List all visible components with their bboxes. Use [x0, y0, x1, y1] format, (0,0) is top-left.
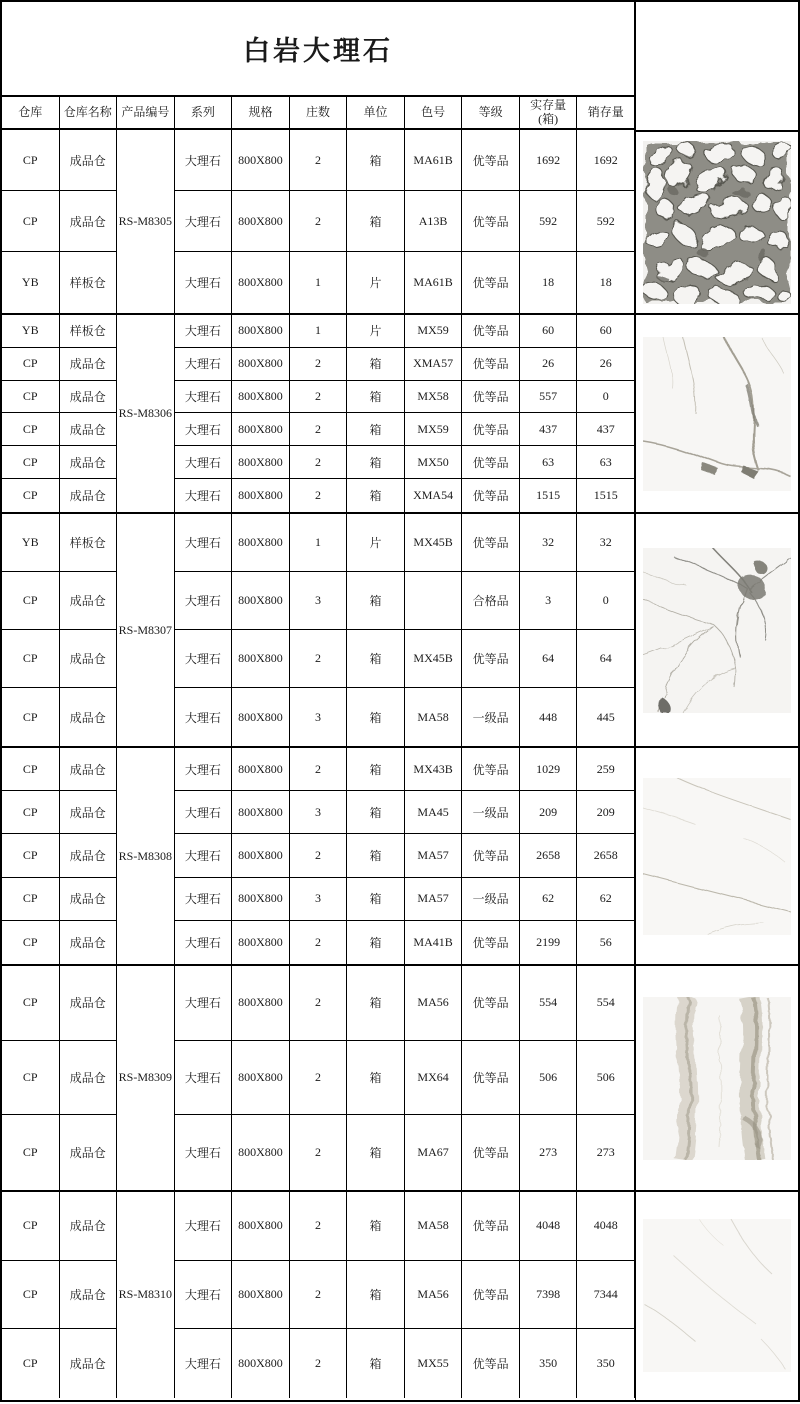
- cell-sales-qty: 506: [577, 1041, 635, 1116]
- cell-sales-qty: 62: [577, 878, 635, 921]
- cell-warehouse: CP: [2, 479, 60, 512]
- cell-stock-qty: 62: [520, 878, 578, 921]
- cell-grade: 一级品: [462, 791, 520, 834]
- cell-series: 大理石: [175, 791, 233, 834]
- cell-warehouse: CP: [2, 630, 60, 688]
- cell-product-code: RS-M8307: [117, 514, 175, 746]
- cell-spec: 800X800: [232, 966, 290, 1041]
- cell-warehouse-name: 成品仓: [60, 1192, 118, 1261]
- cell-pack-count: 2: [290, 446, 348, 479]
- cell-pack-count: 2: [290, 1041, 348, 1116]
- cell-product-code: RS-M8305: [117, 130, 175, 313]
- cell-spec: 800X800: [232, 791, 290, 834]
- cell-series: 大理石: [175, 1261, 233, 1330]
- cell-series: 大理石: [175, 966, 233, 1041]
- column-header-3: [175, 97, 233, 128]
- cell-sales-qty: 63: [577, 446, 635, 479]
- cell-spec: 800X800: [232, 479, 290, 512]
- cell-pack-count: 2: [290, 630, 348, 688]
- cell-sales-qty: 350: [577, 1329, 635, 1398]
- cell-product-code: RS-M8309: [117, 966, 175, 1190]
- cell-grade: 优等品: [462, 748, 520, 791]
- cell-unit: 片: [347, 315, 405, 348]
- cell-pack-count: 2: [290, 834, 348, 877]
- cell-grade: 优等品: [462, 921, 520, 964]
- cell-sales-qty: 592: [577, 191, 635, 252]
- cell-grade: 优等品: [462, 514, 520, 572]
- marble-texture-sparse-veins-icon: [643, 337, 791, 491]
- cell-series: 大理石: [175, 1192, 233, 1261]
- cell-warehouse: CP: [2, 130, 60, 191]
- cell-sales-qty: 18: [577, 252, 635, 313]
- cell-sales-qty: 554: [577, 966, 635, 1041]
- cell-color-no: MA45: [405, 791, 463, 834]
- cell-pack-count: 1: [290, 252, 348, 313]
- cell-unit: 箱: [347, 130, 405, 191]
- cell-series: 大理石: [175, 446, 233, 479]
- cell-stock-qty: 506: [520, 1041, 578, 1116]
- cell-stock-qty: 63: [520, 446, 578, 479]
- cell-stock-qty: 3: [520, 572, 578, 630]
- cell-warehouse: CP: [2, 748, 60, 791]
- cell-color-no: MA58: [405, 688, 463, 746]
- cell-color-no: MX45B: [405, 630, 463, 688]
- cell-unit: 片: [347, 514, 405, 572]
- cell-color-no: MX43B: [405, 748, 463, 791]
- cell-stock-qty: 592: [520, 191, 578, 252]
- cell-unit: 片: [347, 252, 405, 313]
- cell-color-no: MX55: [405, 1329, 463, 1398]
- cell-stock-qty: 60: [520, 315, 578, 348]
- cell-stock-qty: 437: [520, 413, 578, 446]
- cell-unit: 箱: [347, 572, 405, 630]
- column-header-2: [117, 97, 175, 128]
- cell-color-no: MA56: [405, 1261, 463, 1330]
- cell-warehouse: CP: [2, 572, 60, 630]
- cell-grade: 优等品: [462, 315, 520, 348]
- cell-unit: 箱: [347, 921, 405, 964]
- cell-color-no: MA61B: [405, 130, 463, 191]
- cell-warehouse-name: 成品仓: [60, 1329, 118, 1398]
- product-group-RS-M8308: [2, 746, 635, 964]
- cell-warehouse-name: 成品仓: [60, 878, 118, 921]
- cell-warehouse-name: 成品仓: [60, 348, 118, 381]
- cell-product-code: RS-M8308: [117, 748, 175, 964]
- cell-warehouse: CP: [2, 1329, 60, 1398]
- product-group-RS-M8310: [2, 1190, 635, 1398]
- cell-sales-qty: 1515: [577, 479, 635, 512]
- cell-pack-count: 3: [290, 791, 348, 834]
- cell-color-no: MA67: [405, 1115, 463, 1190]
- cell-warehouse-name: 成品仓: [60, 572, 118, 630]
- cell-color-no: MX45B: [405, 514, 463, 572]
- cell-sales-qty: 64: [577, 630, 635, 688]
- cell-sales-qty: 56: [577, 921, 635, 964]
- cell-unit: 箱: [347, 348, 405, 381]
- cell-unit: 箱: [347, 191, 405, 252]
- cell-color-no: XMA57: [405, 348, 463, 381]
- cell-sales-qty: 445: [577, 688, 635, 746]
- cell-pack-count: 2: [290, 1115, 348, 1190]
- cell-warehouse-name: 成品仓: [60, 479, 118, 512]
- column-header-label: 色号: [421, 104, 446, 119]
- cell-series: 大理石: [175, 748, 233, 791]
- cell-sales-qty: 7344: [577, 1261, 635, 1330]
- column-header-4: [232, 97, 290, 128]
- cell-series: 大理石: [175, 191, 233, 252]
- marble-image-RS-M8310: [636, 1190, 798, 1398]
- cell-warehouse: CP: [2, 1041, 60, 1116]
- cell-warehouse: CP: [2, 1192, 60, 1261]
- cell-spec: 800X800: [232, 252, 290, 313]
- column-header-0: [2, 97, 60, 128]
- cell-warehouse: CP: [2, 1115, 60, 1190]
- cell-warehouse-name: 成品仓: [60, 921, 118, 964]
- cell-spec: 800X800: [232, 446, 290, 479]
- cell-series: 大理石: [175, 514, 233, 572]
- marble-image-RS-M8305: [636, 130, 798, 313]
- cell-warehouse: CP: [2, 1261, 60, 1330]
- cell-grade: 优等品: [462, 1115, 520, 1190]
- cell-grade: 优等品: [462, 191, 520, 252]
- cell-sales-qty: 273: [577, 1115, 635, 1190]
- cell-color-no: MX59: [405, 315, 463, 348]
- cell-series: 大理石: [175, 1041, 233, 1116]
- cell-pack-count: 2: [290, 130, 348, 191]
- header-row: [2, 97, 635, 130]
- marble-image-RS-M8306: [636, 313, 798, 512]
- cell-grade: 优等品: [462, 1041, 520, 1116]
- column-header-5: [290, 97, 348, 128]
- cell-color-no: A13B: [405, 191, 463, 252]
- cell-spec: 800X800: [232, 834, 290, 877]
- cell-stock-qty: 350: [520, 1329, 578, 1398]
- marble-texture-subtle-wisps-icon: [643, 1219, 791, 1372]
- cell-stock-qty: 1515: [520, 479, 578, 512]
- cell-spec: 800X800: [232, 748, 290, 791]
- cell-unit: 箱: [347, 630, 405, 688]
- cell-spec: 800X800: [232, 1329, 290, 1398]
- cell-pack-count: 2: [290, 381, 348, 414]
- cell-warehouse-name: 成品仓: [60, 688, 118, 746]
- cell-warehouse-name: 成品仓: [60, 748, 118, 791]
- column-header-label: 销存量: [587, 104, 624, 119]
- cell-sales-qty: 2658: [577, 834, 635, 877]
- cell-series: 大理石: [175, 315, 233, 348]
- cell-color-no: MA41B: [405, 921, 463, 964]
- cell-color-no: MA58: [405, 1192, 463, 1261]
- cell-pack-count: 3: [290, 572, 348, 630]
- cell-color-no: MA57: [405, 834, 463, 877]
- column-header-9: [520, 97, 578, 128]
- cell-grade: 合格品: [462, 572, 520, 630]
- cell-series: 大理石: [175, 878, 233, 921]
- cell-warehouse-name: 成品仓: [60, 446, 118, 479]
- cell-warehouse: YB: [2, 315, 60, 348]
- marble-texture-vertical-flow-icon: [643, 997, 791, 1160]
- cell-pack-count: 2: [290, 921, 348, 964]
- column-header-8: [462, 97, 520, 128]
- cell-spec: 800X800: [232, 191, 290, 252]
- cell-unit: 箱: [347, 748, 405, 791]
- cell-warehouse-name: 成品仓: [60, 1115, 118, 1190]
- cell-unit: 箱: [347, 966, 405, 1041]
- cell-warehouse-name: 样板仓: [60, 315, 118, 348]
- cell-pack-count: 2: [290, 1261, 348, 1330]
- cell-series: 大理石: [175, 348, 233, 381]
- image-column-empty-cell: [636, 2, 798, 130]
- cell-color-no: MX50: [405, 446, 463, 479]
- cell-series: 大理石: [175, 479, 233, 512]
- cell-product-code: RS-M8306: [117, 315, 175, 512]
- cell-series: 大理石: [175, 413, 233, 446]
- cell-unit: 箱: [347, 791, 405, 834]
- cell-warehouse: CP: [2, 966, 60, 1041]
- cell-series: 大理石: [175, 1329, 233, 1398]
- cell-series: 大理石: [175, 252, 233, 313]
- cell-pack-count: 2: [290, 966, 348, 1041]
- cell-spec: 800X800: [232, 130, 290, 191]
- column-header-label: 规格: [248, 104, 273, 119]
- cell-unit: 箱: [347, 878, 405, 921]
- cell-warehouse: YB: [2, 252, 60, 313]
- cell-spec: 800X800: [232, 1041, 290, 1116]
- cell-warehouse: CP: [2, 191, 60, 252]
- cell-spec: 800X800: [232, 315, 290, 348]
- marble-image-RS-M8308: [636, 746, 798, 964]
- cell-warehouse: CP: [2, 348, 60, 381]
- cell-pack-count: 2: [290, 348, 348, 381]
- cell-grade: 优等品: [462, 630, 520, 688]
- marble-image-RS-M8307: [636, 512, 798, 746]
- cell-color-no: [405, 572, 463, 630]
- cell-warehouse: CP: [2, 688, 60, 746]
- cell-warehouse: CP: [2, 446, 60, 479]
- cell-warehouse: YB: [2, 514, 60, 572]
- cell-stock-qty: 554: [520, 966, 578, 1041]
- cell-warehouse-name: 成品仓: [60, 791, 118, 834]
- cell-pack-count: 3: [290, 878, 348, 921]
- cell-warehouse-name: 样板仓: [60, 514, 118, 572]
- cell-sales-qty: 0: [577, 572, 635, 630]
- cell-pack-count: 2: [290, 1329, 348, 1398]
- cell-warehouse: CP: [2, 921, 60, 964]
- cell-warehouse-name: 样板仓: [60, 252, 118, 313]
- groups-container: [2, 130, 635, 1400]
- cell-sales-qty: 60: [577, 315, 635, 348]
- cell-color-no: MX59: [405, 413, 463, 446]
- cell-sales-qty: 259: [577, 748, 635, 791]
- cell-unit: 箱: [347, 1192, 405, 1261]
- product-group-RS-M8305: [2, 130, 635, 313]
- cell-grade: 优等品: [462, 348, 520, 381]
- cell-unit: 箱: [347, 381, 405, 414]
- cell-warehouse: CP: [2, 381, 60, 414]
- cell-pack-count: 2: [290, 479, 348, 512]
- cell-grade: 优等品: [462, 252, 520, 313]
- cell-stock-qty: 2658: [520, 834, 578, 877]
- cell-pack-count: 1: [290, 514, 348, 572]
- cell-unit: 箱: [347, 1041, 405, 1116]
- data-table: [2, 2, 635, 1400]
- cell-warehouse-name: 成品仓: [60, 191, 118, 252]
- cell-color-no: MA56: [405, 966, 463, 1041]
- cell-sales-qty: 0: [577, 381, 635, 414]
- cell-pack-count: 2: [290, 748, 348, 791]
- cell-grade: 优等品: [462, 446, 520, 479]
- cell-spec: 800X800: [232, 921, 290, 964]
- column-header-label: 庄数: [305, 104, 330, 119]
- cell-spec: 800X800: [232, 878, 290, 921]
- cell-unit: 箱: [347, 688, 405, 746]
- cell-stock-qty: 7398: [520, 1261, 578, 1330]
- cell-sales-qty: 32: [577, 514, 635, 572]
- cell-series: 大理石: [175, 572, 233, 630]
- cell-stock-qty: 2199: [520, 921, 578, 964]
- cell-unit: 箱: [347, 479, 405, 512]
- cell-warehouse: CP: [2, 413, 60, 446]
- column-header-10: [577, 97, 635, 128]
- cell-stock-qty: 448: [520, 688, 578, 746]
- cell-sales-qty: 1692: [577, 130, 635, 191]
- cell-spec: 800X800: [232, 1115, 290, 1190]
- cell-stock-qty: 26: [520, 348, 578, 381]
- cell-grade: 一级品: [462, 688, 520, 746]
- cell-stock-qty: 557: [520, 381, 578, 414]
- cell-series: 大理石: [175, 630, 233, 688]
- product-group-RS-M8306: [2, 313, 635, 512]
- cell-series: 大理石: [175, 130, 233, 191]
- cell-grade: 优等品: [462, 1261, 520, 1330]
- column-header-label: 实存量: [530, 98, 567, 113]
- product-group-RS-M8309: [2, 964, 635, 1190]
- cell-pack-count: 3: [290, 688, 348, 746]
- page-title: 白岩大理石: [2, 2, 635, 97]
- cell-color-no: MX58: [405, 381, 463, 414]
- column-header-7: [405, 97, 463, 128]
- cell-sales-qty: 209: [577, 791, 635, 834]
- cell-sales-qty: 4048: [577, 1192, 635, 1261]
- cell-warehouse-name: 成品仓: [60, 630, 118, 688]
- column-header-label: 等级: [478, 104, 503, 119]
- cell-warehouse: CP: [2, 791, 60, 834]
- cell-grade: 优等品: [462, 834, 520, 877]
- cell-pack-count: 1: [290, 315, 348, 348]
- cell-stock-qty: 273: [520, 1115, 578, 1190]
- cell-grade: 优等品: [462, 1329, 520, 1398]
- cell-color-no: MA57: [405, 878, 463, 921]
- cell-series: 大理石: [175, 1115, 233, 1190]
- column-header-label: 系列: [190, 104, 215, 119]
- cell-stock-qty: 4048: [520, 1192, 578, 1261]
- cell-warehouse-name: 成品仓: [60, 413, 118, 446]
- cell-spec: 800X800: [232, 413, 290, 446]
- marble-image-RS-M8309: [636, 964, 798, 1190]
- marble-texture-spider-cluster-icon: [643, 548, 791, 713]
- cell-warehouse-name: 成品仓: [60, 130, 118, 191]
- cell-spec: 800X800: [232, 514, 290, 572]
- cell-unit: 箱: [347, 446, 405, 479]
- cell-product-code: RS-M8310: [117, 1192, 175, 1398]
- cell-warehouse-name: 成品仓: [60, 1261, 118, 1330]
- column-header-6: [347, 97, 405, 128]
- cell-grade: 优等品: [462, 130, 520, 191]
- cell-series: 大理石: [175, 381, 233, 414]
- cell-warehouse: CP: [2, 878, 60, 921]
- cell-spec: 800X800: [232, 688, 290, 746]
- column-header-label: 单位: [363, 104, 388, 119]
- cell-grade: 优等品: [462, 966, 520, 1041]
- cell-spec: 800X800: [232, 630, 290, 688]
- cell-spec: 800X800: [232, 381, 290, 414]
- cell-spec: 800X800: [232, 572, 290, 630]
- cell-series: 大理石: [175, 834, 233, 877]
- cell-series: 大理石: [175, 688, 233, 746]
- cell-unit: 箱: [347, 1115, 405, 1190]
- column-header-label: 产品编号: [121, 104, 170, 119]
- marble-texture-arabescato-icon: [643, 141, 791, 304]
- cell-grade: 优等品: [462, 381, 520, 414]
- cell-stock-qty: 64: [520, 630, 578, 688]
- cell-color-no: XMA54: [405, 479, 463, 512]
- cell-unit: 箱: [347, 834, 405, 877]
- cell-spec: 800X800: [232, 1192, 290, 1261]
- column-header-1: [60, 97, 118, 128]
- cell-spec: 800X800: [232, 1261, 290, 1330]
- cell-warehouse-name: 成品仓: [60, 966, 118, 1041]
- cell-stock-qty: 209: [520, 791, 578, 834]
- cell-stock-qty: 1692: [520, 130, 578, 191]
- cell-grade: 优等品: [462, 479, 520, 512]
- cell-sales-qty: 26: [577, 348, 635, 381]
- column-header-label-line2: (箱): [538, 111, 559, 126]
- cell-series: 大理石: [175, 921, 233, 964]
- cell-unit: 箱: [347, 1261, 405, 1330]
- cell-warehouse: CP: [2, 834, 60, 877]
- cell-warehouse-name: 成品仓: [60, 381, 118, 414]
- cell-grade: 一级品: [462, 878, 520, 921]
- cell-warehouse-name: 成品仓: [60, 834, 118, 877]
- product-group-RS-M8307: [2, 512, 635, 746]
- cell-pack-count: 2: [290, 413, 348, 446]
- cell-spec: 800X800: [232, 348, 290, 381]
- cell-unit: 箱: [347, 1329, 405, 1398]
- cell-grade: 优等品: [462, 413, 520, 446]
- cell-stock-qty: 1029: [520, 748, 578, 791]
- cell-stock-qty: 32: [520, 514, 578, 572]
- marble-image-column: [635, 2, 798, 1400]
- cell-stock-qty: 18: [520, 252, 578, 313]
- cell-warehouse-name: 成品仓: [60, 1041, 118, 1116]
- column-header-label: 仓库名称: [63, 104, 112, 119]
- cell-color-no: MA61B: [405, 252, 463, 313]
- cell-grade: 优等品: [462, 1192, 520, 1261]
- cell-pack-count: 2: [290, 191, 348, 252]
- marble-texture-faint-diagonal-icon: [643, 778, 791, 935]
- cell-sales-qty: 437: [577, 413, 635, 446]
- cell-color-no: MX64: [405, 1041, 463, 1116]
- column-header-label: 仓库: [18, 104, 43, 119]
- cell-unit: 箱: [347, 413, 405, 446]
- cell-pack-count: 2: [290, 1192, 348, 1261]
